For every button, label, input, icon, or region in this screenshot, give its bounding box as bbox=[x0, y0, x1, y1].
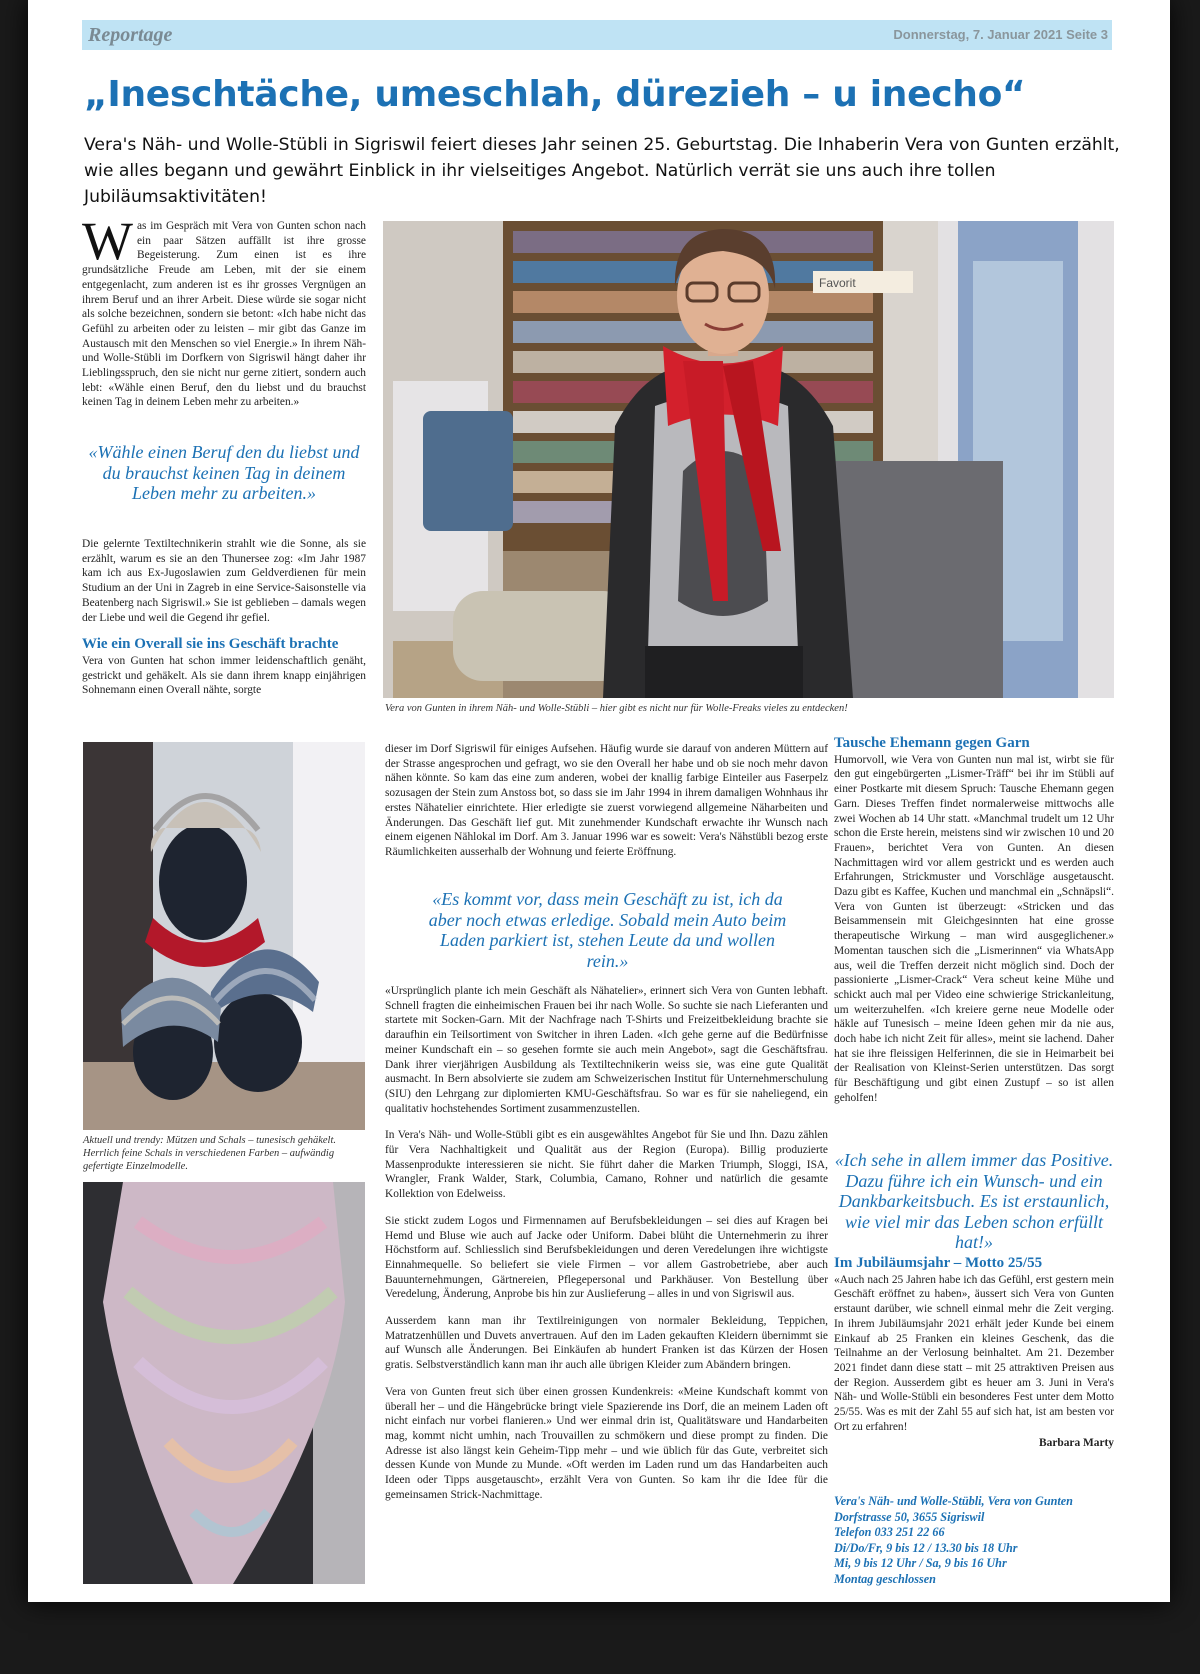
intro-text-block bbox=[82, 211, 366, 410]
author: Barbara Marty bbox=[1039, 1437, 1114, 1450]
subhead-overall: Wie ein Overall sie ins Geschäft brachte bbox=[82, 636, 339, 653]
main-photo-illustration bbox=[383, 221, 1114, 698]
textil-block bbox=[82, 537, 366, 710]
date-page-label: Donnerstag, 7. Januar 2021 Seite 3 bbox=[893, 27, 1108, 42]
main-photo bbox=[383, 221, 1114, 698]
pull-quote-1: «Wähle einen Beruf den du liebst und du brauchst keinen Tag in deinem Leben mehr zu arbeiten.» bbox=[88, 442, 360, 503]
shop-sign-text: Favorit bbox=[819, 276, 856, 290]
subhead-jubilaeum: Im Jubiläumsjahr – Motto 25/55 bbox=[834, 1255, 1043, 1271]
headline: „Ineschtäche, umeschlah, dürezieh – u inecho“ bbox=[84, 74, 1026, 115]
hats-photo bbox=[83, 742, 365, 1130]
newspaper-page bbox=[28, 0, 1170, 1602]
paragraph-textil: Die gelernte Textiltechnikerin strahlt wie die Sonne, als sie erzählt, warum es sie an den Thunersee zog: «Im Jahr 1987 kam ich aus Ex-Jugoslawien zum Geldverdienen für mein Studium an der Uni in Zagreb in eine Service-Saisonstelle via Beatenberg nach Sigriswil.» Sie ist geblieben – damals wegen der Liebe und weil die Gegend ihr gefiel. bbox=[82, 538, 366, 624]
pull-quote-2: «Es kommt vor, dass mein Geschäft zu ist, ich da aber noch etwas erledige. Sobald mein Auto beim Laden parkiert ist, stehen Leute da und wollen rein.» bbox=[428, 889, 787, 971]
hats-photo-illustration bbox=[83, 742, 365, 1130]
paragraph-atelier: «Ursprünglich plante ich mein Geschäft als Nähatelier», erinnert sich Vera von Gunten lebhaft. Schnell fragten die einheimischen Frauen bei ihr nach Wolle. So suchte sie nach Lieferanten und startete mit Socken-Garn. Mit der Nachfrage nach T-Shirts und Freizeitbekleidung brachte sie daraufhin ein Teilsortiment von Switcher in ihren Laden. «Ich gehe gerne auf die Bedürfnisse meiner Kundschaft ein – so gesehen formte sie auch mein Angebot», sagt die Geschäftsfrau. Dank ihrer vierjährigen Ausbildung als Textiltechnikerin weiss sie, was eine gute Qualität ausmacht. In Bern absolvierte sie zudem am Schweizerischen Institut für Unternehmerschulung (SIU) den Lehrgang zur diplomierten KMU-Geschäftsfrau. So war es für sie naheliegend, ein qualitativ hochstehendes Sortiment zusammenzustellen. bbox=[385, 985, 828, 1115]
lead-paragraph: Vera's Näh- und Wolle-Stübli in Sigriswil feiert dieses Jahr seinen 25. Geburtstag. Die Inhaberin Vera von Gunten erzählt, wie alles begann und gewährt Einblick in ihr vielseitiges Angebot. Natürlich verrät sie uns auch ihre tollen Jubiläumsaktivitäten! bbox=[84, 135, 1120, 207]
paragraph-tausche: Humorvoll, wie Vera von Gunten nun mal ist, wirbt sie für den gut eingebürgerten „Lismer-Träff“ bei ihr im Stübli auf einer Postkarte mit diesem Spruch: Tausche Ehemann gegen Garn. Dieses Treffen findet normalerweise mittwochs alle zwei Wochen ab 14 Uhr statt. «Manchmal trudelt um 12 Uhr schon die Erste herein, meistens sind wir zwischen 10 und 20 Frauen», berichtet Vera von Gunten. An diesen Nachmittagen wird vor allem gestrickt und es werden auch Erfahrungen, Strickmuster und Vorschläge ausgetauscht. Dazu gibt es Kaffee, Kuchen und manchmal ein „Schnäpsli“. Vera von Gunten ist überzeugt: «Stricken und das Beisammensein mit Gleichgesinnten hat eine grosse therapeutische Wirkung – man wird ausgeglichener.» Momentan tauschen sich die „Lismerinnen“ via WhatsApp aus, weil die Treffen derzeit nicht möglich sind. Doch der passionierte „Lismer-Crack“ Vera scheut keine Mühe und schickt auch mal per Video eine schwierige Strickanleitung, um weiterzuhelfen. «Ich kreiere gerne neue Modelle oder häkle auf Tunesisch – meine Ideen gehen mir da nie aus, doch habe ich nicht Zeit für alles», meint sie lachend. Daher hat sie ihre fleissigen Helferinnen, die sie in Heimarbeit bei der Realisation von Kleinst-Serien unterstützen. Das sorgt für Beschäftigung und gibt einen Zustupf – so ist allen geholfen! bbox=[834, 753, 1114, 1104]
paragraph-jubilaeum: «Auch nach 25 Jahren habe ich das Gefühl, erst gestern mein Geschäft eröffnet zu haben», äussert sich Vera von Gunten erstaunt darüber, wie schnell einmal mehr die Zeit verging. In ihrem Jubiläumsjahr 2021 erhält jeder Kunde bei einem Einkauf ab 25 Franken ein kleines Geschenk, das die Teilnahme an der Verlosung beinhaltet. Am 21. Dezember 2021 findet dann diese statt – mit 25 attraktiven Preisen aus der Region. Ausserdem gibt es heuer am 3. Juni in Vera's Näh- und Wolle-Stübli ein besonderes Fest unter dem Motto 25/55. Was es mit der Zahl 55 auf sich hat, ist am besten vor Ort zu erfahren! bbox=[834, 1273, 1114, 1433]
contact-phone: Telefon 033 251 22 66 bbox=[834, 1525, 945, 1539]
column-2-text bbox=[385, 984, 828, 1515]
scarf-photo-illustration bbox=[83, 1182, 365, 1584]
column-3-text bbox=[834, 734, 1114, 1118]
contact-closed: Montag geschlossen bbox=[834, 1571, 936, 1586]
section-label: Reportage bbox=[88, 24, 173, 46]
contact-box bbox=[834, 1494, 1114, 1587]
pull-quote-3: «Ich sehe in allem immer das Positive. Dazu führe ich ein Wunsch- und ein Dankbarkeitsbuch. Es ist erstaunlich, wie viel mir das Leben schon erfüllt hat!» bbox=[834, 1150, 1114, 1252]
contact-name: Vera's Näh- und Wolle-Stübli, Vera von Gunten bbox=[834, 1494, 1073, 1508]
paragraph-kunden: Vera von Gunten freut sich über einen grossen Kundenkreis: «Meine Kundschaft kommt von überall her – und die Hängebrücke bringt viele Spazierende ins Dorf, die an meinem Laden oft nicht einfach nur vorbei flanieren.» Und wer einmal drin ist, Qualitätsware und Handarbeiten mag, kommt nicht umhin, nach Trouvaillen zu schmökern und diese prompt zu finden. Die Adresse ist also längst kein Geheim-Tipp mehr – und wie üblich für das Gute, verbreitet sich dessen Kunde von Munde zu Munde. «Oft werden im Laden rund um das Handarbeiten auch Ideen oder Tipps ausgetauscht», erzählt Vera von Gunten. So kam ihr die Idee für die gemeinsamen Strick-Nachmittage. bbox=[385, 1385, 828, 1501]
paragraph-reinigung: Ausserdem kann man ihr Textilreinigungen von normaler Bekleidung, Teppichen, Matratzenhüllen und Duvets anvertrauen. Auf den im Laden gekauften Kleidern übernimmt sie auf Wunsch alle Änderungen. Bei Einkäufen ab hundert Franken ist das Kürzen der Hosen gratis. Selbstverständlich kann man ihr auch alle übrigen Kleider zum Abändern bringen. bbox=[385, 1315, 828, 1372]
jubilaeum-block bbox=[834, 1256, 1114, 1451]
paragraph-logos: Sie stickt zudem Logos und Firmennamen auf Berufsbekleidungen – sei dies auf Kragen bei Hemd und Bluse wie auch auf Jacke oder Uniform. Dabei blüht die Unternehmerin zu ihrer Höchstform auf. Schliesslich sind Berufsbekleidungen und deren Veredelungen ihre wichtigste Einnahmequelle. So beliefert sie viele Firmen – vor allem Gastrobetriebe, aber auch Bauunternehmungen, Gärtnereien, Pflegepersonal und Parkhäuser. Von Bestellung über Veredelung, Änderung, Anprobe bis hin zur Auslieferung – alles in und von Sigriswil aus. bbox=[385, 1214, 828, 1301]
caption-hats-photo: Aktuell und trendy: Mützen und Schals – tunesisch gehäkelt. Herrlich feine Schals in verschiedenen Farben – aufwändig gefertigte Einzelmodelle. bbox=[83, 1135, 337, 1172]
paragraph-angebot: In Vera's Näh- und Wolle-Stübli gibt es ein ausgewähltes Angebot für Sie und Ihn. Dazu zählen für Vera Nachhaltigkeit und Qualität aus der Region (Europa). Billig produzierte Massenprodukte interessieren sie nicht. Sie führt daher die Marken Triumph, Sloggi, ISA, Wrangler, Frank Walder, Stark, Columbia, Camano, Rohner und natürlich die gesamte Kollektion von Edelweiss. bbox=[385, 1129, 828, 1201]
dropcap: W bbox=[82, 211, 133, 271]
contact-address: Dorfstrasse 50, 3655 Sigriswil bbox=[834, 1509, 985, 1524]
scarf-photo bbox=[83, 1182, 365, 1584]
contact-hours-1: Di/Do/Fr, 9 bis 12 / 13.30 bis 18 Uhr bbox=[834, 1540, 1018, 1555]
contact-hours-2: Mi, 9 bis 12 Uhr / Sa, 9 bis 16 Uhr bbox=[834, 1556, 1007, 1570]
caption-main-photo: Vera von Gunten in ihrem Näh- und Wolle-Stübli – hier gibt es nicht nur für Wolle-Freaks vieles zu entdecken! bbox=[385, 703, 848, 714]
paragraph-overall-a: Vera von Gunten hat schon immer leidenschaftlich genäht, gestrickt und gehäkelt. Als sie dann ihrem knapp einjährigen Sohnemann einen Overall nähte, sorgte bbox=[82, 654, 366, 697]
subhead-tausche: Tausche Ehemann gegen Garn bbox=[834, 735, 1030, 751]
overall-continuation bbox=[385, 742, 828, 872]
paragraph-overall-b: dieser im Dorf Sigriswil für einiges Aufsehen. Häufig wurde sie darauf von anderen Müttern auf der Strasse angesprochen und gefragt, wo sie den Overall her habe und ob sie noch mehr davon nähen könnte. So kam das eine zum anderen, wobei der knallig farbige Einteiler aus Faserpelz sozusagen der Stein zum Anstoss bot, so dass sie im Jahr 1994 in ihrem damaligen Wohnhaus ihr erstes Nähatelier einrichtete. Hier erledigte sie zuerst vorwiegend allgemeine Näharbeiten und Änderungen. Das Geschäft lief gut. Mit zunehmender Kundschaft erwachte ihr Wunsch nach einem eigenen Nählokal im Dorf. Am 3. Januar 1996 war es soweit: Vera's Nähstübli bezog erste Räumlichkeiten ausserhalb der Wohnung und feierte Eröffnung. bbox=[385, 743, 828, 858]
section-band bbox=[82, 20, 1112, 50]
intro-text: as im Gespräch mit Vera von Gunten schon nach ein paar Sätzen auffällt ist ihre grosse Begeisterung. Zum einen ist es ihre grundsätzliche Freude am Leben, mit der sie einem entgegenlacht, zum anderen ist es ihr grosses Vergnügen an ihrem Beruf und an ihrer Arbeit. Diese würde sie sogar nicht als solche bezeichnen, sondern sie betont: «Ich habe nicht das Gefühl zu arbeiten oder zu leisten – mir gibt das Ganze im Austausch mit den Menschen so viel Energie.» In ihrem Näh- und Wolle-Stübli im Dorfkern von Sigriswil hängt daher ihr Lieblingsspruch, den sie nicht nur gerne zitiert, sondern auch lebt: «Wähle einen Beruf, den du liebst und du brauchst keinen Tag in deinem Leben mehr zu arbeiten.» bbox=[82, 220, 366, 409]
